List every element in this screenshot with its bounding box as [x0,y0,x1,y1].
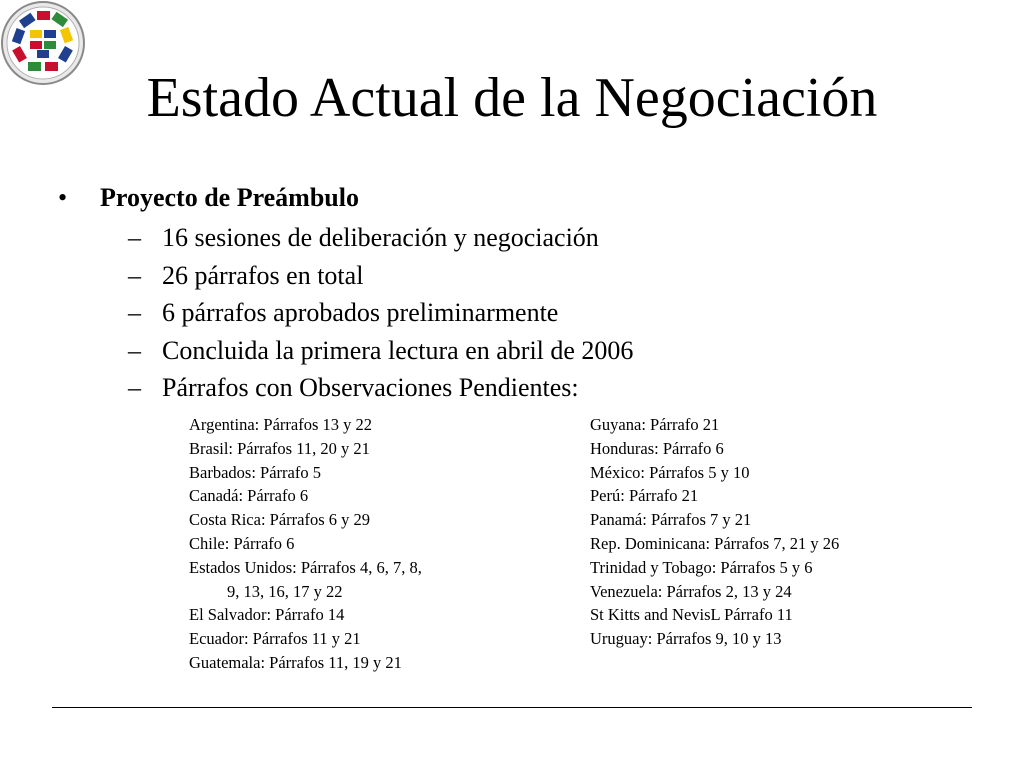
observation-entry-continuation: 9, 13, 16, 17 y 22 [227,581,343,601]
observation-entry: Barbados: Párrafo 5 [189,462,321,482]
observation-entry: Honduras: Párrafo 6 [590,438,724,458]
observation-entry: Estados Unidos: Párrafos 4, 6, 7, 8, [189,557,422,577]
dash-symbol: – [128,260,141,290]
slide-title: Estado Actual de la Negociación [146,67,878,129]
observation-entry: Guatemala: Párrafos 11, 19 y 21 [189,652,402,672]
sub-bullet-item [128,219,633,257]
observation-entry: Ecuador: Párrafos 11 y 21 [189,629,361,649]
observation-entry: St Kitts and NevisL Párrafo 11 [590,605,793,625]
bullet-symbol: • [58,183,68,212]
sub-bullet-item [128,294,633,332]
bottom-divider [52,707,972,708]
observation-entry: Chile: Párrafo 6 [189,533,295,553]
observation-entry: Panamá: Párrafos 7 y 21 [590,510,752,530]
observation-entry: El Salvador: Párrafo 14 [189,605,345,625]
sub-bullet-text: 16 sesiones de deliberación y negociación [162,223,599,252]
dash-symbol: – [128,298,141,327]
observation-entry: Argentina: Párrafos 13 y 22 [189,415,372,434]
observation-entry: Trinidad y Tobago: Párrafos 5 y 6 [590,557,813,577]
sub-bullet-text: 6 párrafos aprobados preliminarmente [162,298,559,327]
sub-bullet-text: Párrafos con Observaciones Pendientes: [162,373,579,402]
observation-entry: Venezuela: Párrafos 2, 13 y 24 [590,581,792,601]
sub-bullet-list [128,219,633,407]
dash-symbol: – [128,335,141,365]
dash-symbol: – [128,223,141,252]
observations-left-column [189,413,422,675]
sub-bullet-item [128,332,633,370]
observation-entry: Perú: Párrafo 21 [590,486,699,506]
sub-bullet-text: Concluida la primera lectura en abril de 2006 [162,335,634,365]
sub-bullet-item [128,369,633,407]
sub-bullet-item [128,257,633,295]
main-bullet [58,181,359,215]
observations-right-column [590,413,839,651]
observation-entry: México: Párrafos 5 y 10 [590,462,750,482]
observation-entry: Guyana: Párrafo 21 [590,415,720,434]
dash-symbol: – [128,373,141,402]
observation-entry: Brasil: Párrafos 11, 20 y 21 [189,438,370,458]
observation-entry: Uruguay: Párrafos 9, 10 y 13 [590,629,782,649]
sub-bullet-text: 26 párrafos en total [162,260,364,290]
bullet-label: Proyecto de Preámbulo [100,183,359,212]
observation-entry: Rep. Dominicana: Párrafos 7, 21 y 26 [590,533,840,553]
observation-entry: Costa Rica: Párrafos 6 y 29 [189,510,371,530]
observation-entry: Canadá: Párrafo 6 [189,486,309,506]
